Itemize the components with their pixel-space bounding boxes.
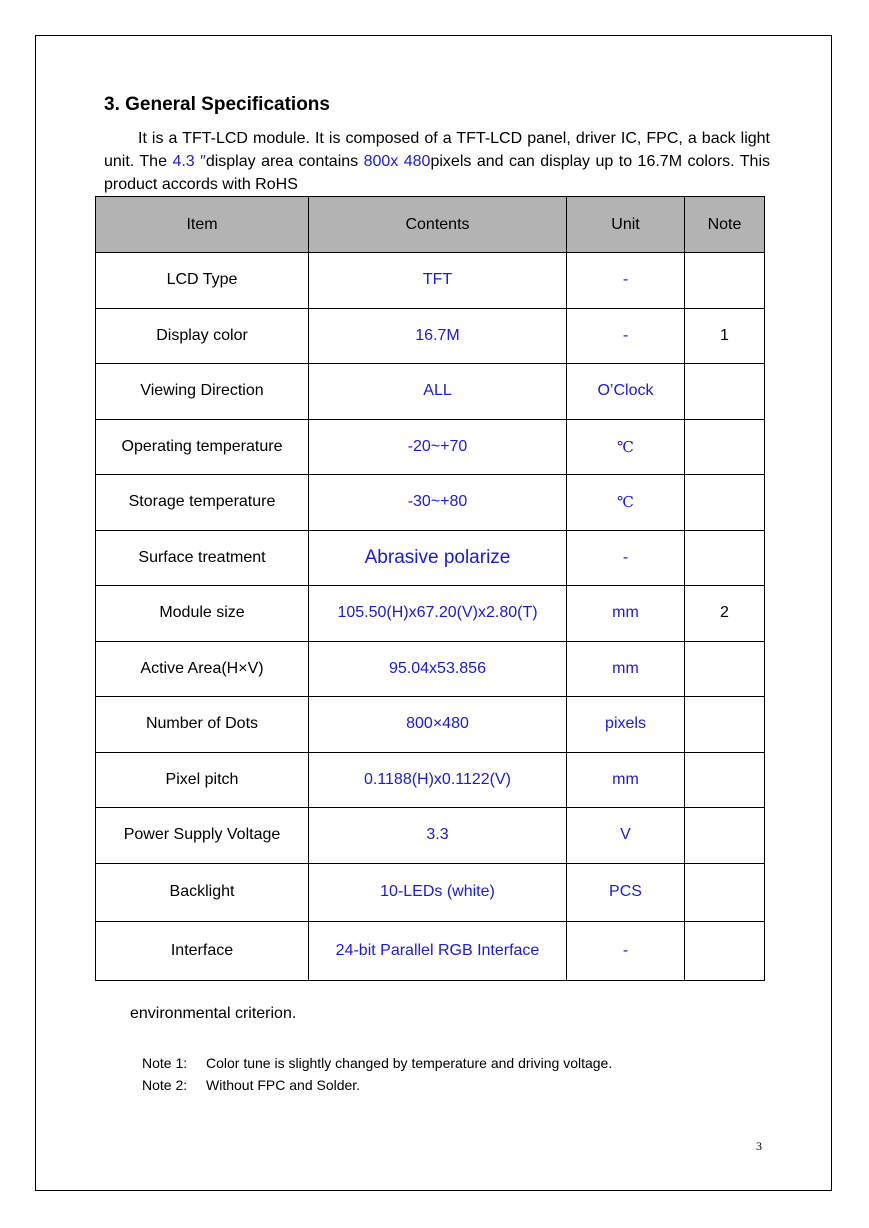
note-label: Note 2: bbox=[142, 1077, 188, 1093]
intro-paragraph bbox=[104, 127, 770, 196]
row-contents: ALL bbox=[309, 364, 567, 420]
row-contents: 24-bit Parallel RGB Interface bbox=[309, 922, 567, 981]
row-item: Active Area(H×V) bbox=[96, 641, 309, 697]
row-contents: -20~+70 bbox=[309, 419, 567, 475]
table-row bbox=[96, 641, 765, 697]
row-unit: ℃ bbox=[567, 419, 685, 475]
table-header-row bbox=[96, 197, 765, 253]
row-contents: -30~+80 bbox=[309, 475, 567, 531]
table-row bbox=[96, 364, 765, 420]
note-label: Note 1: bbox=[142, 1055, 188, 1071]
table-row bbox=[96, 419, 765, 475]
row-contents: 800×480 bbox=[309, 697, 567, 753]
row-note: 2 bbox=[685, 586, 765, 642]
row-item: Power Supply Voltage bbox=[96, 808, 309, 864]
row-contents: 16.7M bbox=[309, 308, 567, 364]
row-note bbox=[685, 752, 765, 808]
row-unit: O’Clock bbox=[567, 364, 685, 420]
row-note bbox=[685, 863, 765, 922]
row-unit: - bbox=[567, 308, 685, 364]
header-item: Item bbox=[96, 197, 309, 253]
row-item: Surface treatment bbox=[96, 530, 309, 586]
row-item: Viewing Direction bbox=[96, 364, 309, 420]
table-row bbox=[96, 586, 765, 642]
header-unit: Unit bbox=[567, 197, 685, 253]
page-number: 3 bbox=[756, 1139, 762, 1153]
trailing-text: environmental criterion. bbox=[130, 1005, 297, 1022]
row-unit: - bbox=[567, 922, 685, 981]
row-note bbox=[685, 808, 765, 864]
row-note bbox=[685, 475, 765, 531]
row-unit: V bbox=[567, 808, 685, 864]
row-unit: pixels bbox=[567, 697, 685, 753]
table-row bbox=[96, 475, 765, 531]
row-unit: - bbox=[567, 530, 685, 586]
row-note bbox=[685, 922, 765, 981]
intro-size: 4.3 ″ bbox=[172, 153, 206, 170]
header-note: Note bbox=[685, 197, 765, 253]
row-contents: Abrasive polarize bbox=[309, 530, 567, 586]
intro-text-1: It is a TFT-LCD module. It is composed of a TFT-LCD panel, driver IC, FPC, a back light unit. The bbox=[104, 130, 770, 170]
row-item: Interface bbox=[96, 922, 309, 981]
row-item: LCD Type bbox=[96, 253, 309, 309]
table-row bbox=[96, 308, 765, 364]
row-item: Module size bbox=[96, 586, 309, 642]
intro-text-2: display area contains bbox=[205, 153, 364, 170]
row-item: Number of Dots bbox=[96, 697, 309, 753]
row-item: Display color bbox=[96, 308, 309, 364]
row-unit: mm bbox=[567, 752, 685, 808]
row-contents: 0.1188(H)x0.1122(V) bbox=[309, 752, 567, 808]
table-row bbox=[96, 922, 765, 981]
specifications-table bbox=[95, 196, 765, 981]
row-note bbox=[685, 364, 765, 420]
note-text: Color tune is slightly changed by temperature and driving voltage. bbox=[206, 1055, 613, 1071]
header-contents: Contents bbox=[309, 197, 567, 253]
row-note bbox=[685, 697, 765, 753]
row-item: Pixel pitch bbox=[96, 752, 309, 808]
row-item: Backlight bbox=[96, 863, 309, 922]
row-contents: 95.04x53.856 bbox=[309, 641, 567, 697]
row-note bbox=[685, 530, 765, 586]
table-row bbox=[96, 253, 765, 309]
table-row bbox=[96, 863, 765, 922]
row-unit: mm bbox=[567, 586, 685, 642]
row-note bbox=[685, 419, 765, 475]
intro-text-3: pixels and can display up to 16.7M colors. This product accords with RoHS bbox=[104, 153, 770, 193]
table-row bbox=[96, 752, 765, 808]
row-contents: 3.3 bbox=[309, 808, 567, 864]
row-contents: 10-LEDs (white) bbox=[309, 863, 567, 922]
note-1 bbox=[142, 1052, 612, 1074]
notes-section bbox=[142, 1052, 612, 1096]
note-2 bbox=[142, 1074, 612, 1096]
row-unit: - bbox=[567, 253, 685, 309]
row-unit: PCS bbox=[567, 863, 685, 922]
row-item: Operating temperature bbox=[96, 419, 309, 475]
row-unit: mm bbox=[567, 641, 685, 697]
table-row bbox=[96, 530, 765, 586]
section-heading: 3. General Specifications bbox=[104, 94, 330, 115]
note-text: Without FPC and Solder. bbox=[206, 1077, 361, 1093]
table-row bbox=[96, 808, 765, 864]
row-note: 1 bbox=[685, 308, 765, 364]
row-item: Storage temperature bbox=[96, 475, 309, 531]
table-row bbox=[96, 697, 765, 753]
row-note bbox=[685, 641, 765, 697]
row-note bbox=[685, 253, 765, 309]
row-contents: 105.50(H)x67.20(V)x2.80(T) bbox=[309, 586, 567, 642]
row-contents: TFT bbox=[309, 253, 567, 309]
intro-resolution: 800x 480 bbox=[363, 153, 431, 170]
row-unit: ℃ bbox=[567, 475, 685, 531]
